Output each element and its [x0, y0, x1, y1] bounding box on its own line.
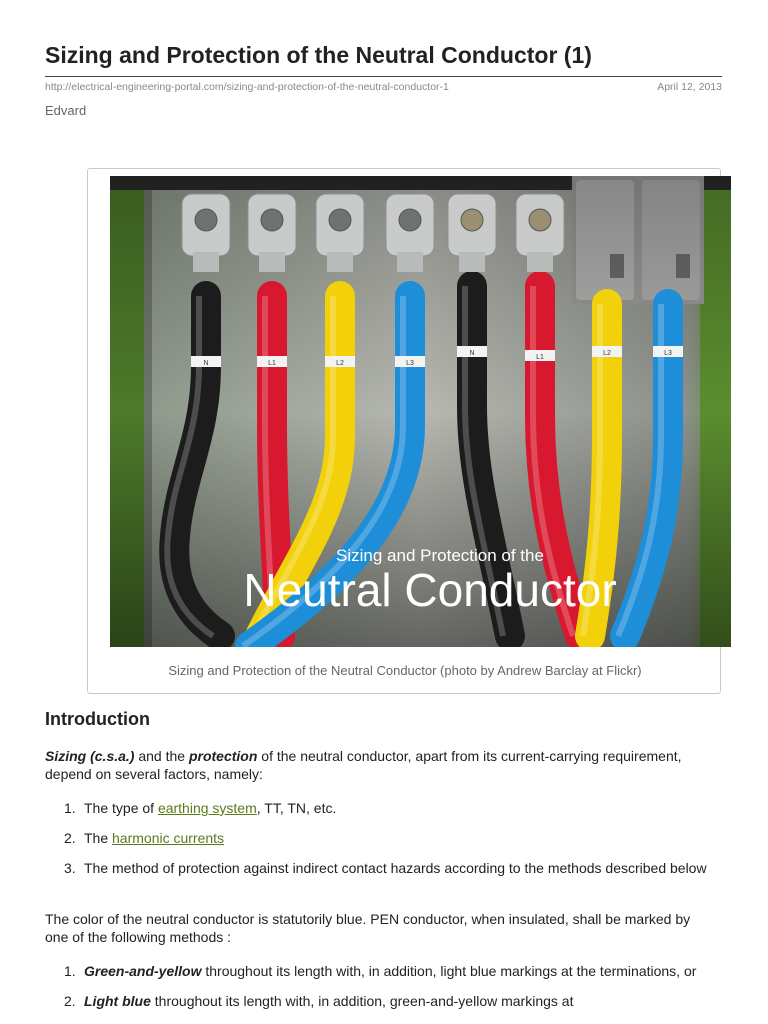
list-item [45, 829, 717, 847]
author-name: Edvard [45, 103, 87, 118]
section-heading-introduction: Introduction [45, 709, 150, 729]
list-item-text: The [84, 830, 113, 846]
page-title: Sizing and Protection of the Neutral Conductor (1) [45, 42, 592, 68]
list-item-text: The type of [84, 800, 158, 816]
lug-sleeve [527, 252, 553, 272]
lug-hole [329, 209, 351, 231]
list-item-text: , TT, TN, etc. [256, 800, 337, 816]
cables-photo [110, 176, 731, 647]
figure-caption: Sizing and Protection of the Neutral Conductor (photo by Andrew Barclay at Flickr) [168, 663, 642, 678]
list-item [45, 859, 717, 877]
lug-hole [399, 209, 421, 231]
overlay-title: Neutral Conductor [243, 564, 617, 616]
term-sizing: Sizing (c.s.a.) [45, 748, 135, 764]
harmonic-currents-link[interactable]: harmonic currents [112, 830, 225, 846]
list-item-text: throughout its length with, in addition, light blue markings at the terminations, or [201, 963, 697, 979]
lug-sleeve [327, 252, 353, 272]
lug-hole [195, 209, 217, 231]
post-date: April 12, 2013 [657, 81, 722, 93]
list-number: 2. [64, 993, 76, 1009]
source-url: http://electrical-engineering-portal.com/sizing-and-protection-of-the-neutral-conductor-1 [45, 81, 449, 93]
lug-hole [261, 209, 283, 231]
bolt-icon [461, 209, 483, 231]
term-green-and-yellow: Green-and-yellow [84, 963, 202, 979]
paragraph-text: of the neutral conductor, apart from its current-carrying requirement, depend on several factors, namely: [45, 748, 682, 782]
marking-methods-list [45, 962, 717, 1022]
title-divider [45, 76, 722, 77]
lug-sleeve [397, 252, 423, 272]
lug-sleeve [459, 252, 485, 272]
list-number: 1. [64, 800, 76, 816]
term-protection: protection [188, 748, 258, 764]
intro-paragraph [45, 747, 717, 783]
term-light-blue: Light blue [84, 993, 151, 1009]
color-paragraph: The color of the neutral conductor is statutorily blue. PEN conductor, when insulated, shall be marked by one of the following methods : [45, 911, 691, 945]
cable-tag-label: L1 [268, 360, 276, 367]
list-number: 1. [64, 963, 76, 979]
factors-list [45, 799, 717, 889]
article-figure [87, 168, 721, 694]
cable-tag-label: N [469, 350, 475, 357]
lug-sleeve [193, 252, 219, 272]
cable-tag-label: N [203, 360, 209, 367]
list-number: 2. [64, 830, 76, 846]
list-item-text: The method of protection against indirect contact hazards according to the methods described below [84, 860, 707, 876]
cable-tag-label: L2 [603, 350, 611, 357]
cable-tag-label: L1 [536, 354, 544, 361]
earthing-system-link[interactable]: earthing system [157, 800, 257, 816]
cable-tag-label: L2 [336, 360, 344, 367]
bolt-icon [529, 209, 551, 231]
list-item-text: throughout its length with, in addition, green-and-yellow markings at [150, 993, 574, 1009]
cable-tag-label: L3 [664, 350, 672, 357]
cable-tag-label: L3 [406, 360, 414, 367]
paragraph-text: and the [134, 748, 189, 764]
list-item [45, 962, 717, 980]
list-item [45, 992, 717, 1010]
list-item [45, 799, 717, 817]
overlay-subtitle: Sizing and Protection of the [336, 546, 544, 565]
lug-sleeve [259, 252, 285, 272]
list-number: 3. [64, 860, 76, 876]
